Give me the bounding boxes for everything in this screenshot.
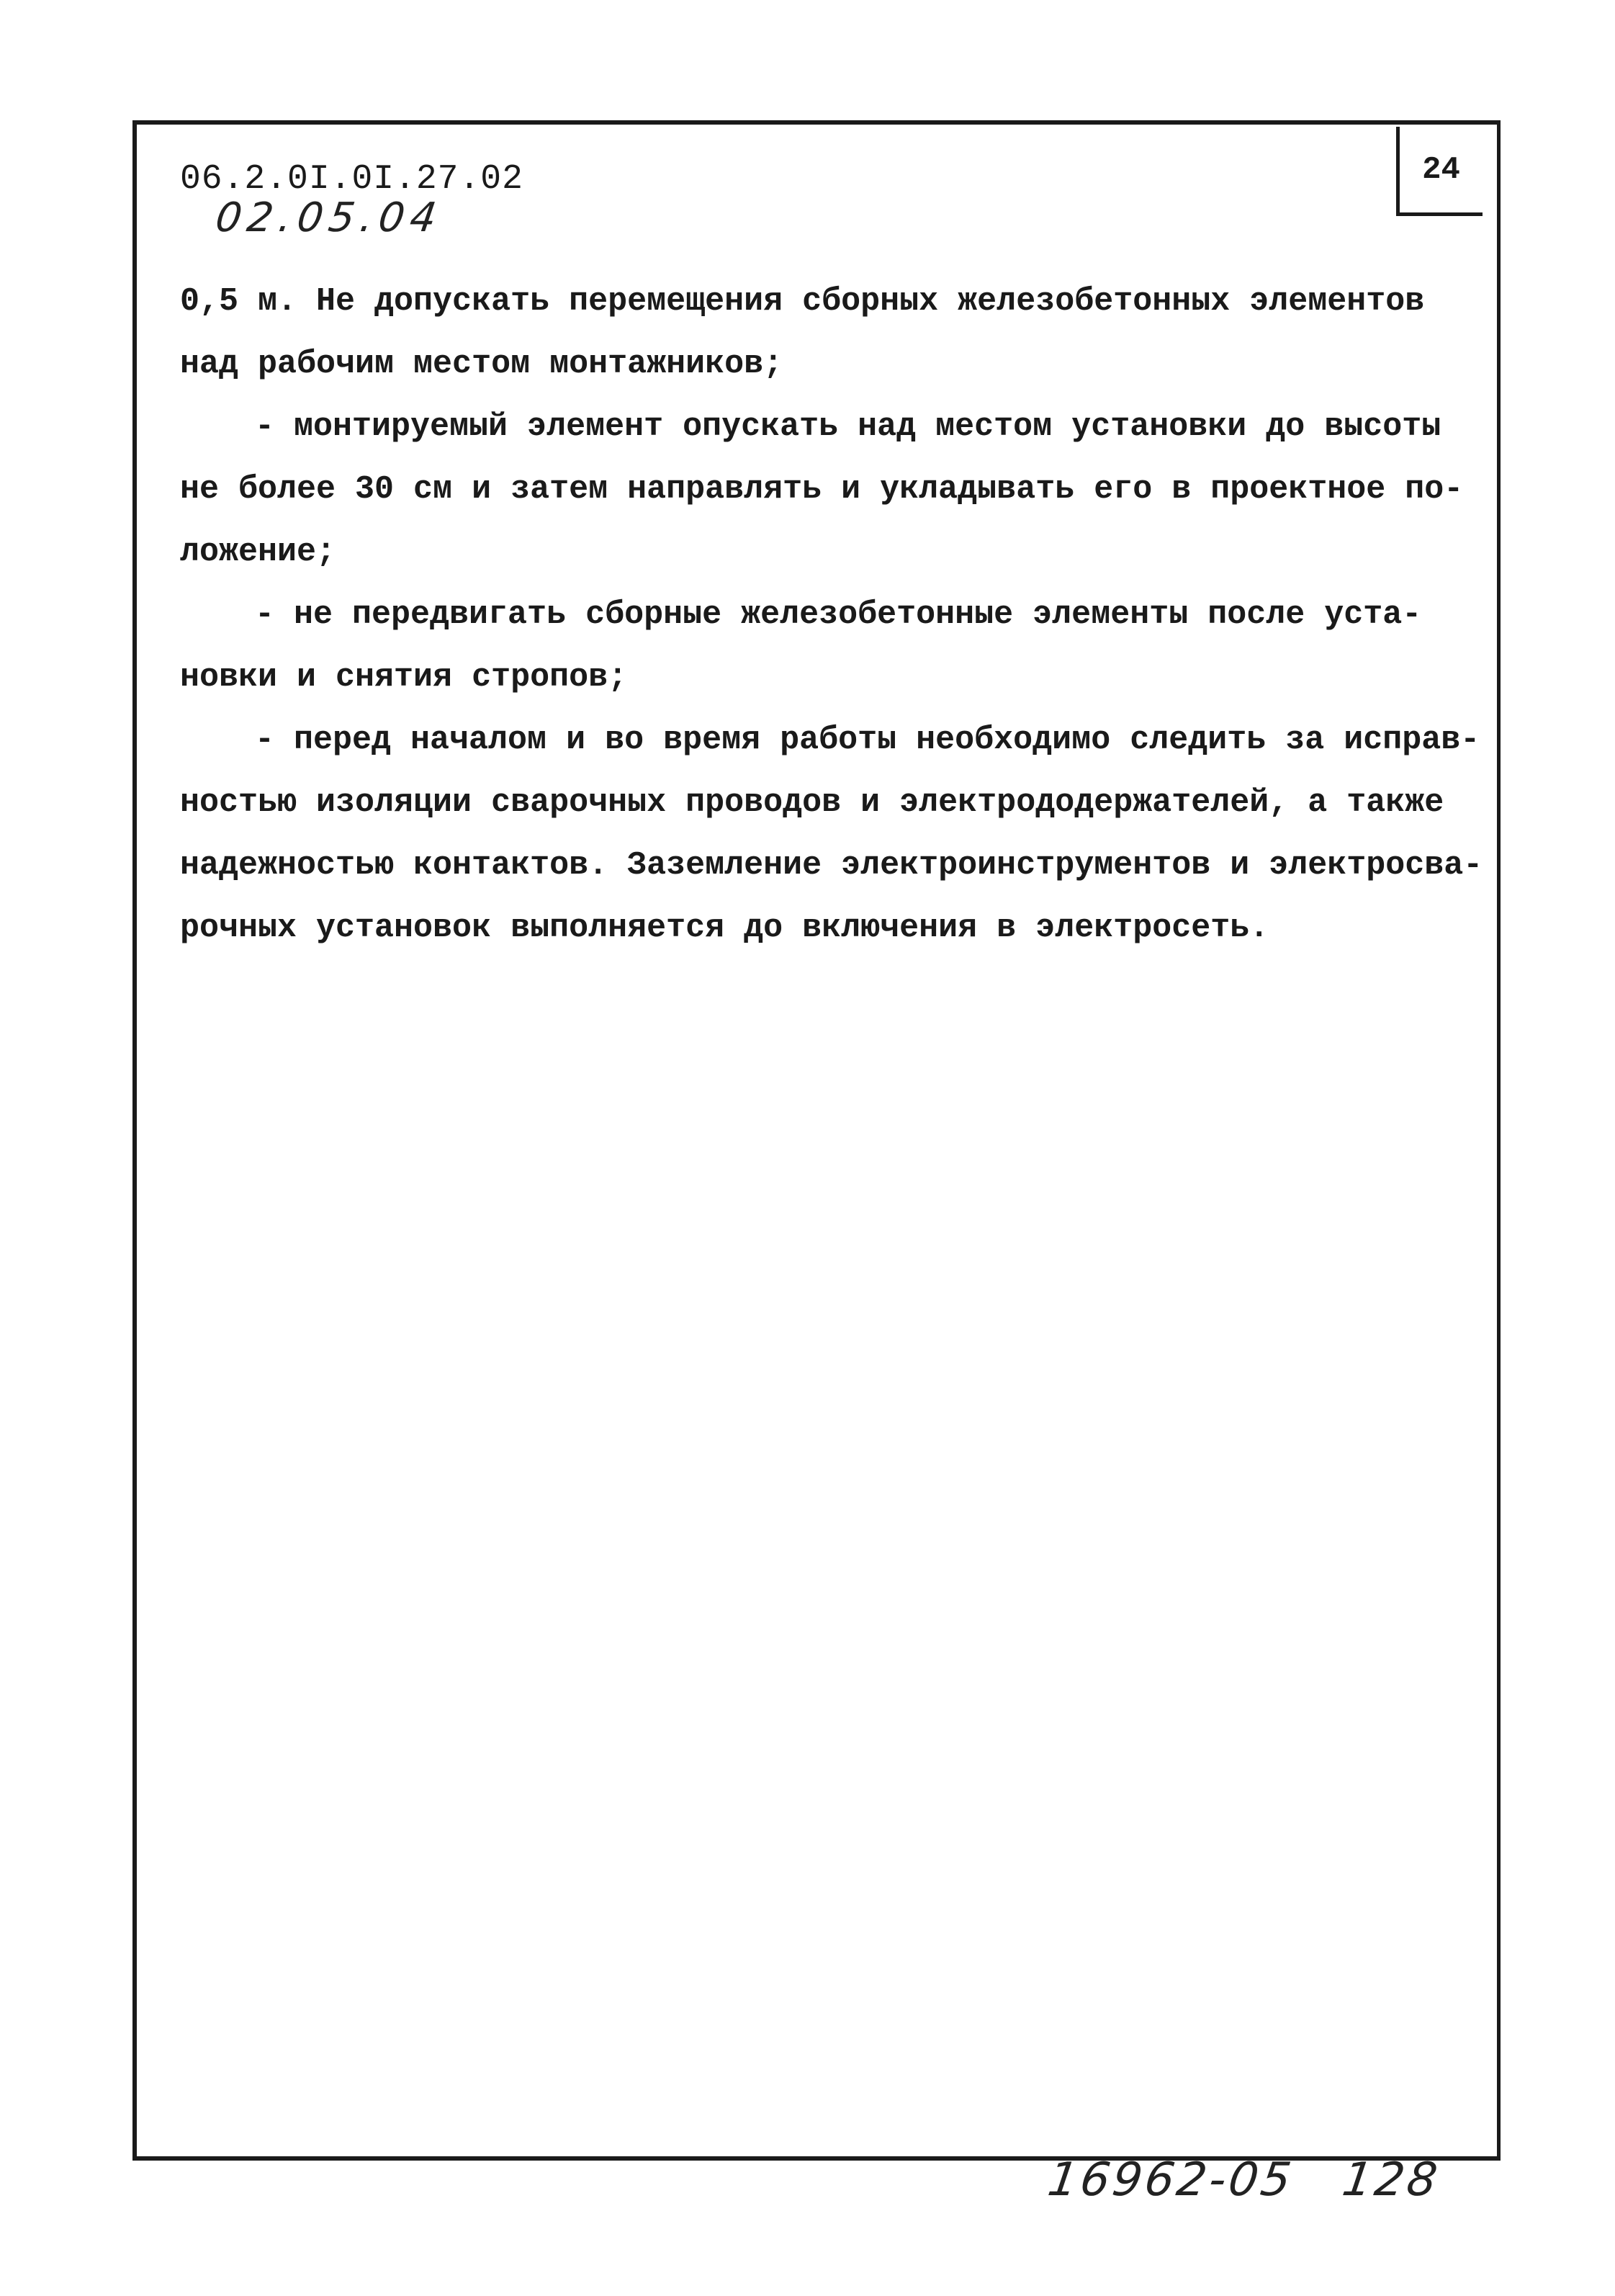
text-line: надежностью контактов. Заземление электроинструментов и электросва-	[180, 847, 1483, 884]
page-number: 24	[1422, 151, 1460, 188]
handwritten-footer-page: 128	[1339, 2153, 1444, 2207]
document-code: 06.2.0I.0I.27.02	[180, 160, 523, 199]
handwritten-footer-code: 16962-05	[1044, 2153, 1297, 2207]
text-line: ностью изоляции сварочных проводов и электрододержателей, а также	[180, 784, 1444, 821]
text-line: - перед началом и во время работы необходимо следить за исправ-	[255, 722, 1480, 758]
text-line: - монтируемый элемент опускать над местом установки до высоты	[255, 408, 1441, 445]
text-line: над рабочим местом монтажников;	[180, 346, 783, 382]
body-text	[180, 270, 1483, 959]
text-line: новки и снятия стропов;	[180, 659, 628, 696]
page-number-box	[1396, 127, 1483, 216]
handwritten-date: 02.05.04	[212, 194, 445, 241]
text-line: 0,5 м. Не допускать перемещения сборных железобетонных элементов	[180, 283, 1425, 320]
text-line: - не передвигать сборные железобетонные элементы после уста-	[255, 596, 1422, 633]
text-line: рочных установок выполняется до включения в электросеть.	[180, 910, 1269, 946]
text-line: не более 30 см и затем направлять и укладывать его в проектное по-	[180, 471, 1464, 508]
text-line: ложение;	[180, 534, 336, 570]
